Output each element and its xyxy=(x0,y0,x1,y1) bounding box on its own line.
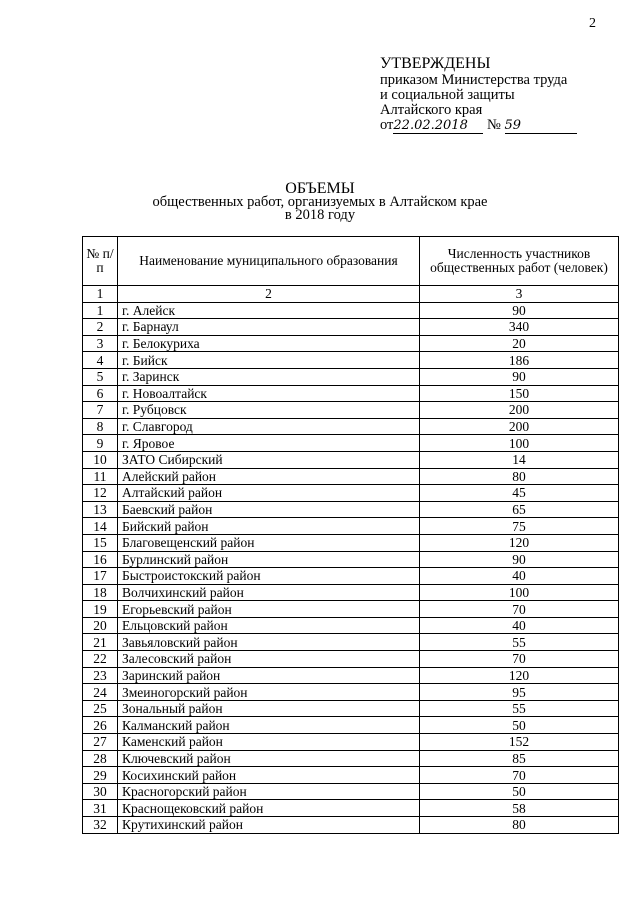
row-number: 5 xyxy=(83,368,118,385)
row-number: 14 xyxy=(83,518,118,535)
municipality-name: Красногорский район xyxy=(118,783,420,800)
row-number: 25 xyxy=(83,700,118,717)
table-row xyxy=(83,534,619,551)
row-number: 6 xyxy=(83,385,118,402)
participant-count: 70 xyxy=(420,601,619,618)
row-number: 24 xyxy=(83,684,118,701)
row-number: 27 xyxy=(83,734,118,751)
approval-heading: УТВЕРЖДЕНЫ xyxy=(380,55,491,72)
table-row xyxy=(83,584,619,601)
row-number: 26 xyxy=(83,717,118,734)
table-row xyxy=(83,501,619,518)
municipality-name: Бурлинский район xyxy=(118,551,420,568)
table-row xyxy=(83,734,619,751)
table-row xyxy=(83,368,619,385)
municipality-name: г. Бийск xyxy=(118,352,420,369)
municipality-name: г. Новоалтайск xyxy=(118,385,420,402)
approval-block xyxy=(380,56,577,134)
from-label: от xyxy=(380,117,394,133)
row-number: 13 xyxy=(83,501,118,518)
municipality-name: Заринский район xyxy=(118,667,420,684)
participant-count: 100 xyxy=(420,584,619,601)
participant-count: 40 xyxy=(420,617,619,634)
row-number: 9 xyxy=(83,435,118,452)
column-number: 3 xyxy=(420,286,619,303)
participant-count: 45 xyxy=(420,485,619,502)
row-number: 12 xyxy=(83,485,118,502)
row-number: 22 xyxy=(83,651,118,668)
approval-line: приказом Министерства труда xyxy=(380,72,568,88)
row-number: 23 xyxy=(83,667,118,684)
municipality-name: г. Яровое xyxy=(118,435,420,452)
participant-count: 186 xyxy=(420,352,619,369)
row-number: 11 xyxy=(83,468,118,485)
participant-count: 100 xyxy=(420,435,619,452)
table-header-row xyxy=(83,237,619,286)
row-number: 32 xyxy=(83,817,118,834)
municipality-name: г. Белокуриха xyxy=(118,335,420,352)
participant-count: 90 xyxy=(420,302,619,319)
municipality-name: Ельцовский район xyxy=(118,617,420,634)
column-header-participants: Численность участников общественных работ (человек) xyxy=(420,237,619,286)
municipality-name: ЗАТО Сибирский xyxy=(118,451,420,468)
handwritten-number: 59 xyxy=(505,118,577,134)
row-number: 17 xyxy=(83,568,118,585)
participant-count: 65 xyxy=(420,501,619,518)
table-row xyxy=(83,651,619,668)
table-row xyxy=(83,551,619,568)
table-row xyxy=(83,385,619,402)
municipality-name: Каменский район xyxy=(118,734,420,751)
table-row xyxy=(83,800,619,817)
participant-count: 55 xyxy=(420,700,619,717)
participant-count: 340 xyxy=(420,319,619,336)
participant-count: 120 xyxy=(420,534,619,551)
municipality-name: Волчихинский район xyxy=(118,584,420,601)
table-row xyxy=(83,684,619,701)
table-row xyxy=(83,767,619,784)
table-row xyxy=(83,418,619,435)
table-row xyxy=(83,667,619,684)
row-number: 28 xyxy=(83,750,118,767)
row-number: 16 xyxy=(83,551,118,568)
participant-count: 70 xyxy=(420,767,619,784)
participant-count: 70 xyxy=(420,651,619,668)
table-row xyxy=(83,468,619,485)
table-row xyxy=(83,518,619,535)
row-number: 31 xyxy=(83,800,118,817)
participant-count: 80 xyxy=(420,468,619,485)
municipality-name: Залесовский район xyxy=(118,651,420,668)
participant-count: 200 xyxy=(420,402,619,419)
municipality-name: Егорьевский район xyxy=(118,601,420,618)
participant-count: 55 xyxy=(420,634,619,651)
page-number: 2 xyxy=(589,16,596,31)
table-row xyxy=(83,319,619,336)
table-row xyxy=(83,402,619,419)
municipality-name: Благовещенский район xyxy=(118,534,420,551)
municipality-name: г. Рубцовск xyxy=(118,402,420,419)
municipality-name: Алтайский район xyxy=(118,485,420,502)
approval-date-line xyxy=(380,118,577,134)
participant-count: 20 xyxy=(420,335,619,352)
table-row xyxy=(83,435,619,452)
row-number: 18 xyxy=(83,584,118,601)
row-number: 1 xyxy=(83,302,118,319)
municipality-name: г. Барнаул xyxy=(118,319,420,336)
municipality-name: Калманский район xyxy=(118,717,420,734)
municipality-name: Алейский район xyxy=(118,468,420,485)
row-number: 19 xyxy=(83,601,118,618)
row-number: 10 xyxy=(83,451,118,468)
participant-count: 50 xyxy=(420,783,619,800)
table-row xyxy=(83,485,619,502)
municipality-name: Зональный район xyxy=(118,700,420,717)
row-number: 8 xyxy=(83,418,118,435)
municipality-name: Змеиногорский район xyxy=(118,684,420,701)
participant-count: 50 xyxy=(420,717,619,734)
participant-count: 90 xyxy=(420,551,619,568)
handwritten-date: 22.02.2018 xyxy=(393,118,483,134)
participant-count: 200 xyxy=(420,418,619,435)
row-number: 21 xyxy=(83,634,118,651)
municipality-name: Бийский район xyxy=(118,518,420,535)
municipality-name: Краснощековский район xyxy=(118,800,420,817)
row-number: 15 xyxy=(83,534,118,551)
table-row xyxy=(83,634,619,651)
row-number: 4 xyxy=(83,352,118,369)
participant-count: 40 xyxy=(420,568,619,585)
column-number-row xyxy=(83,286,619,303)
approval-line: Алтайского края xyxy=(380,102,483,118)
table-row xyxy=(83,783,619,800)
document-subtitle: общественных работ, организуемых в Алтайском крае xyxy=(152,194,488,210)
table-row xyxy=(83,617,619,634)
municipality-name: г. Алейск xyxy=(118,302,420,319)
table-row xyxy=(83,352,619,369)
table-row xyxy=(83,750,619,767)
table-row xyxy=(83,335,619,352)
column-number: 2 xyxy=(118,286,420,303)
participant-count: 90 xyxy=(420,368,619,385)
row-number: 3 xyxy=(83,335,118,352)
municipality-name: Ключевский район xyxy=(118,750,420,767)
column-header-number: № п/п xyxy=(83,237,118,286)
table-row xyxy=(83,302,619,319)
participant-count: 80 xyxy=(420,817,619,834)
participant-count: 95 xyxy=(420,684,619,701)
municipality-name: Крутихинский район xyxy=(118,817,420,834)
table-body xyxy=(83,302,619,833)
municipality-name: г. Заринск xyxy=(118,368,420,385)
table-row xyxy=(83,717,619,734)
row-number: 2 xyxy=(83,319,118,336)
participant-count: 14 xyxy=(420,451,619,468)
row-number: 30 xyxy=(83,783,118,800)
municipality-name: Быстроистокский район xyxy=(118,568,420,585)
number-label: № xyxy=(487,117,501,133)
table-row xyxy=(83,700,619,717)
table-row xyxy=(83,817,619,834)
public-works-table xyxy=(82,236,619,834)
table-row xyxy=(83,601,619,618)
participant-count: 58 xyxy=(420,800,619,817)
participant-count: 120 xyxy=(420,667,619,684)
participant-count: 150 xyxy=(420,385,619,402)
municipality-name: Косихинский район xyxy=(118,767,420,784)
document-subtitle-year: в 2018 году xyxy=(284,207,356,223)
municipality-name: г. Славгород xyxy=(118,418,420,435)
approval-line: и социальной защиты xyxy=(380,87,515,103)
participant-count: 75 xyxy=(420,518,619,535)
column-header-municipality: Наименование муниципального образования xyxy=(118,237,420,286)
table-row xyxy=(83,568,619,585)
municipality-name: Баевский район xyxy=(118,501,420,518)
document-title: ОБЪЕМЫ xyxy=(285,180,355,197)
municipality-name: Завьяловский район xyxy=(118,634,420,651)
row-number: 20 xyxy=(83,617,118,634)
column-number: 1 xyxy=(83,286,118,303)
participant-count: 85 xyxy=(420,750,619,767)
row-number: 29 xyxy=(83,767,118,784)
table-row xyxy=(83,451,619,468)
participant-count: 152 xyxy=(420,734,619,751)
row-number: 7 xyxy=(83,402,118,419)
